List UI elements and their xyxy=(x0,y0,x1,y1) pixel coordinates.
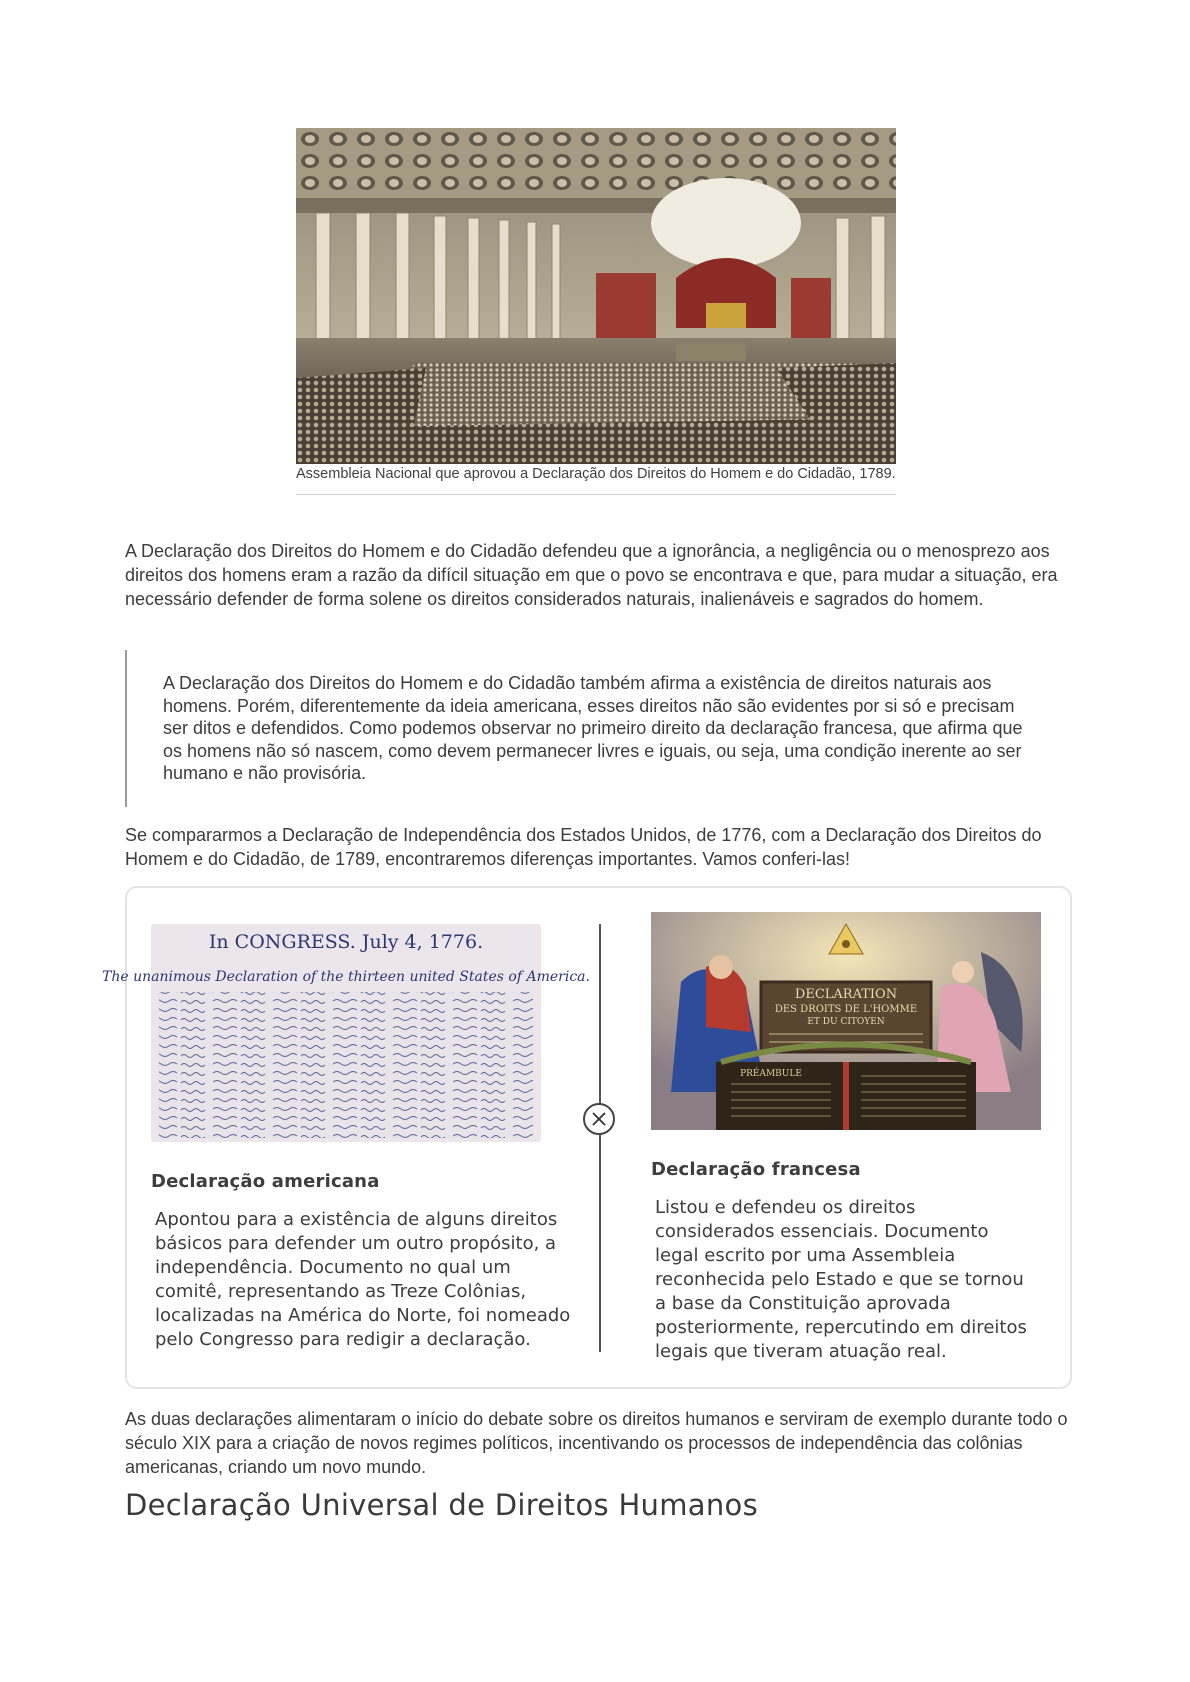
comparison-card xyxy=(102,886,1072,1389)
french-doc-title-2: DES DROITS DE L'HOMME xyxy=(774,1004,918,1015)
french-declaration-text: Listou e defendeu os direitos considerados essenciais. Documento legal escrito por uma Assembleia reconhecida pelo Estado e que se tornou a base da Constituição aprovada posteriormente, repercutindo em direitos legais que tiveram atuação real. xyxy=(655,1197,1027,1362)
blockquote xyxy=(125,650,1027,807)
comparison-intro-paragraph: Se compararmos a Declaração de Independência dos Estados Unidos, de 1776, com a Declaração dos Direitos do Homem e do Cidadão, de 1789, encontraremos diferenças importantes. Vamos conferi-las! xyxy=(125,825,1042,869)
assembly-painting xyxy=(296,128,896,464)
french-doc-preambule: PRÉAMBULE xyxy=(740,1069,802,1079)
quote-text: A Declaração dos Direitos do Homem e do Cidadão também afirma a existência de direitos naturais aos homens. Porém, diferentemente da ideia americana, esses direitos não são evidentes por si só e precisam ser ditos e defendidos. Como podemos observar no primeiro direito da declaração francesa, que afirma que os homens não só nascem, como devem permanecer livres e iguais, ou seja, uma condição inerente ao ser humano e não provisória. xyxy=(163,673,1023,783)
intro-paragraph: A Declaração dos Direitos do Homem e do Cidadão defendeu que a ignorância, a negligência ou o menosprezo aos direitos dos homens eram a razão da difícil situação em que o povo se encontrava e que, para mudar a situação, era necessário defender de forma solene os direitos considerados naturais, inalienáveis e sagrados do homem. xyxy=(125,541,1058,609)
comparison-divider xyxy=(599,924,601,1352)
conclusion-paragraph: As duas declarações alimentaram o início do debate sobre os direitos humanos e serviram de exemplo durante todo o século XIX para a criação de novos regimes políticos, incentivando os processos de independência das colônias americanas, criando um novo mundo. xyxy=(125,1409,1068,1477)
american-doc-subheader: The unanimous Declaration of the thirteen united States of America. xyxy=(102,969,590,985)
american-declaration-image xyxy=(102,924,590,1142)
french-declaration-title: Declaração francesa xyxy=(651,1159,861,1180)
section-heading: Declaração Universal de Direitos Humanos xyxy=(125,1488,758,1522)
american-declaration-title: Declaração americana xyxy=(151,1171,380,1192)
french-doc-title-1: DECLARATION xyxy=(794,987,898,1002)
close-icon xyxy=(583,1103,615,1135)
figure xyxy=(296,128,896,495)
figure-caption: Assembleia Nacional que aprovou a Declaração dos Direitos do Homem e do Cidadão, 1789. xyxy=(296,466,896,495)
french-declaration-image xyxy=(651,912,1041,1130)
french-doc-title-3: ET DU CITOYEN xyxy=(807,1017,885,1027)
american-doc-header: In CONGRESS. July 4, 1776. xyxy=(208,931,484,953)
american-declaration-text: Apontou para a existência de alguns direitos básicos para defender um outro propósito, a independência. Documento no qual um comitê, representando as Treze Colônias, localizadas na América do Norte, foi nomeado pelo Congresso para redigir a declaração. xyxy=(155,1209,571,1350)
